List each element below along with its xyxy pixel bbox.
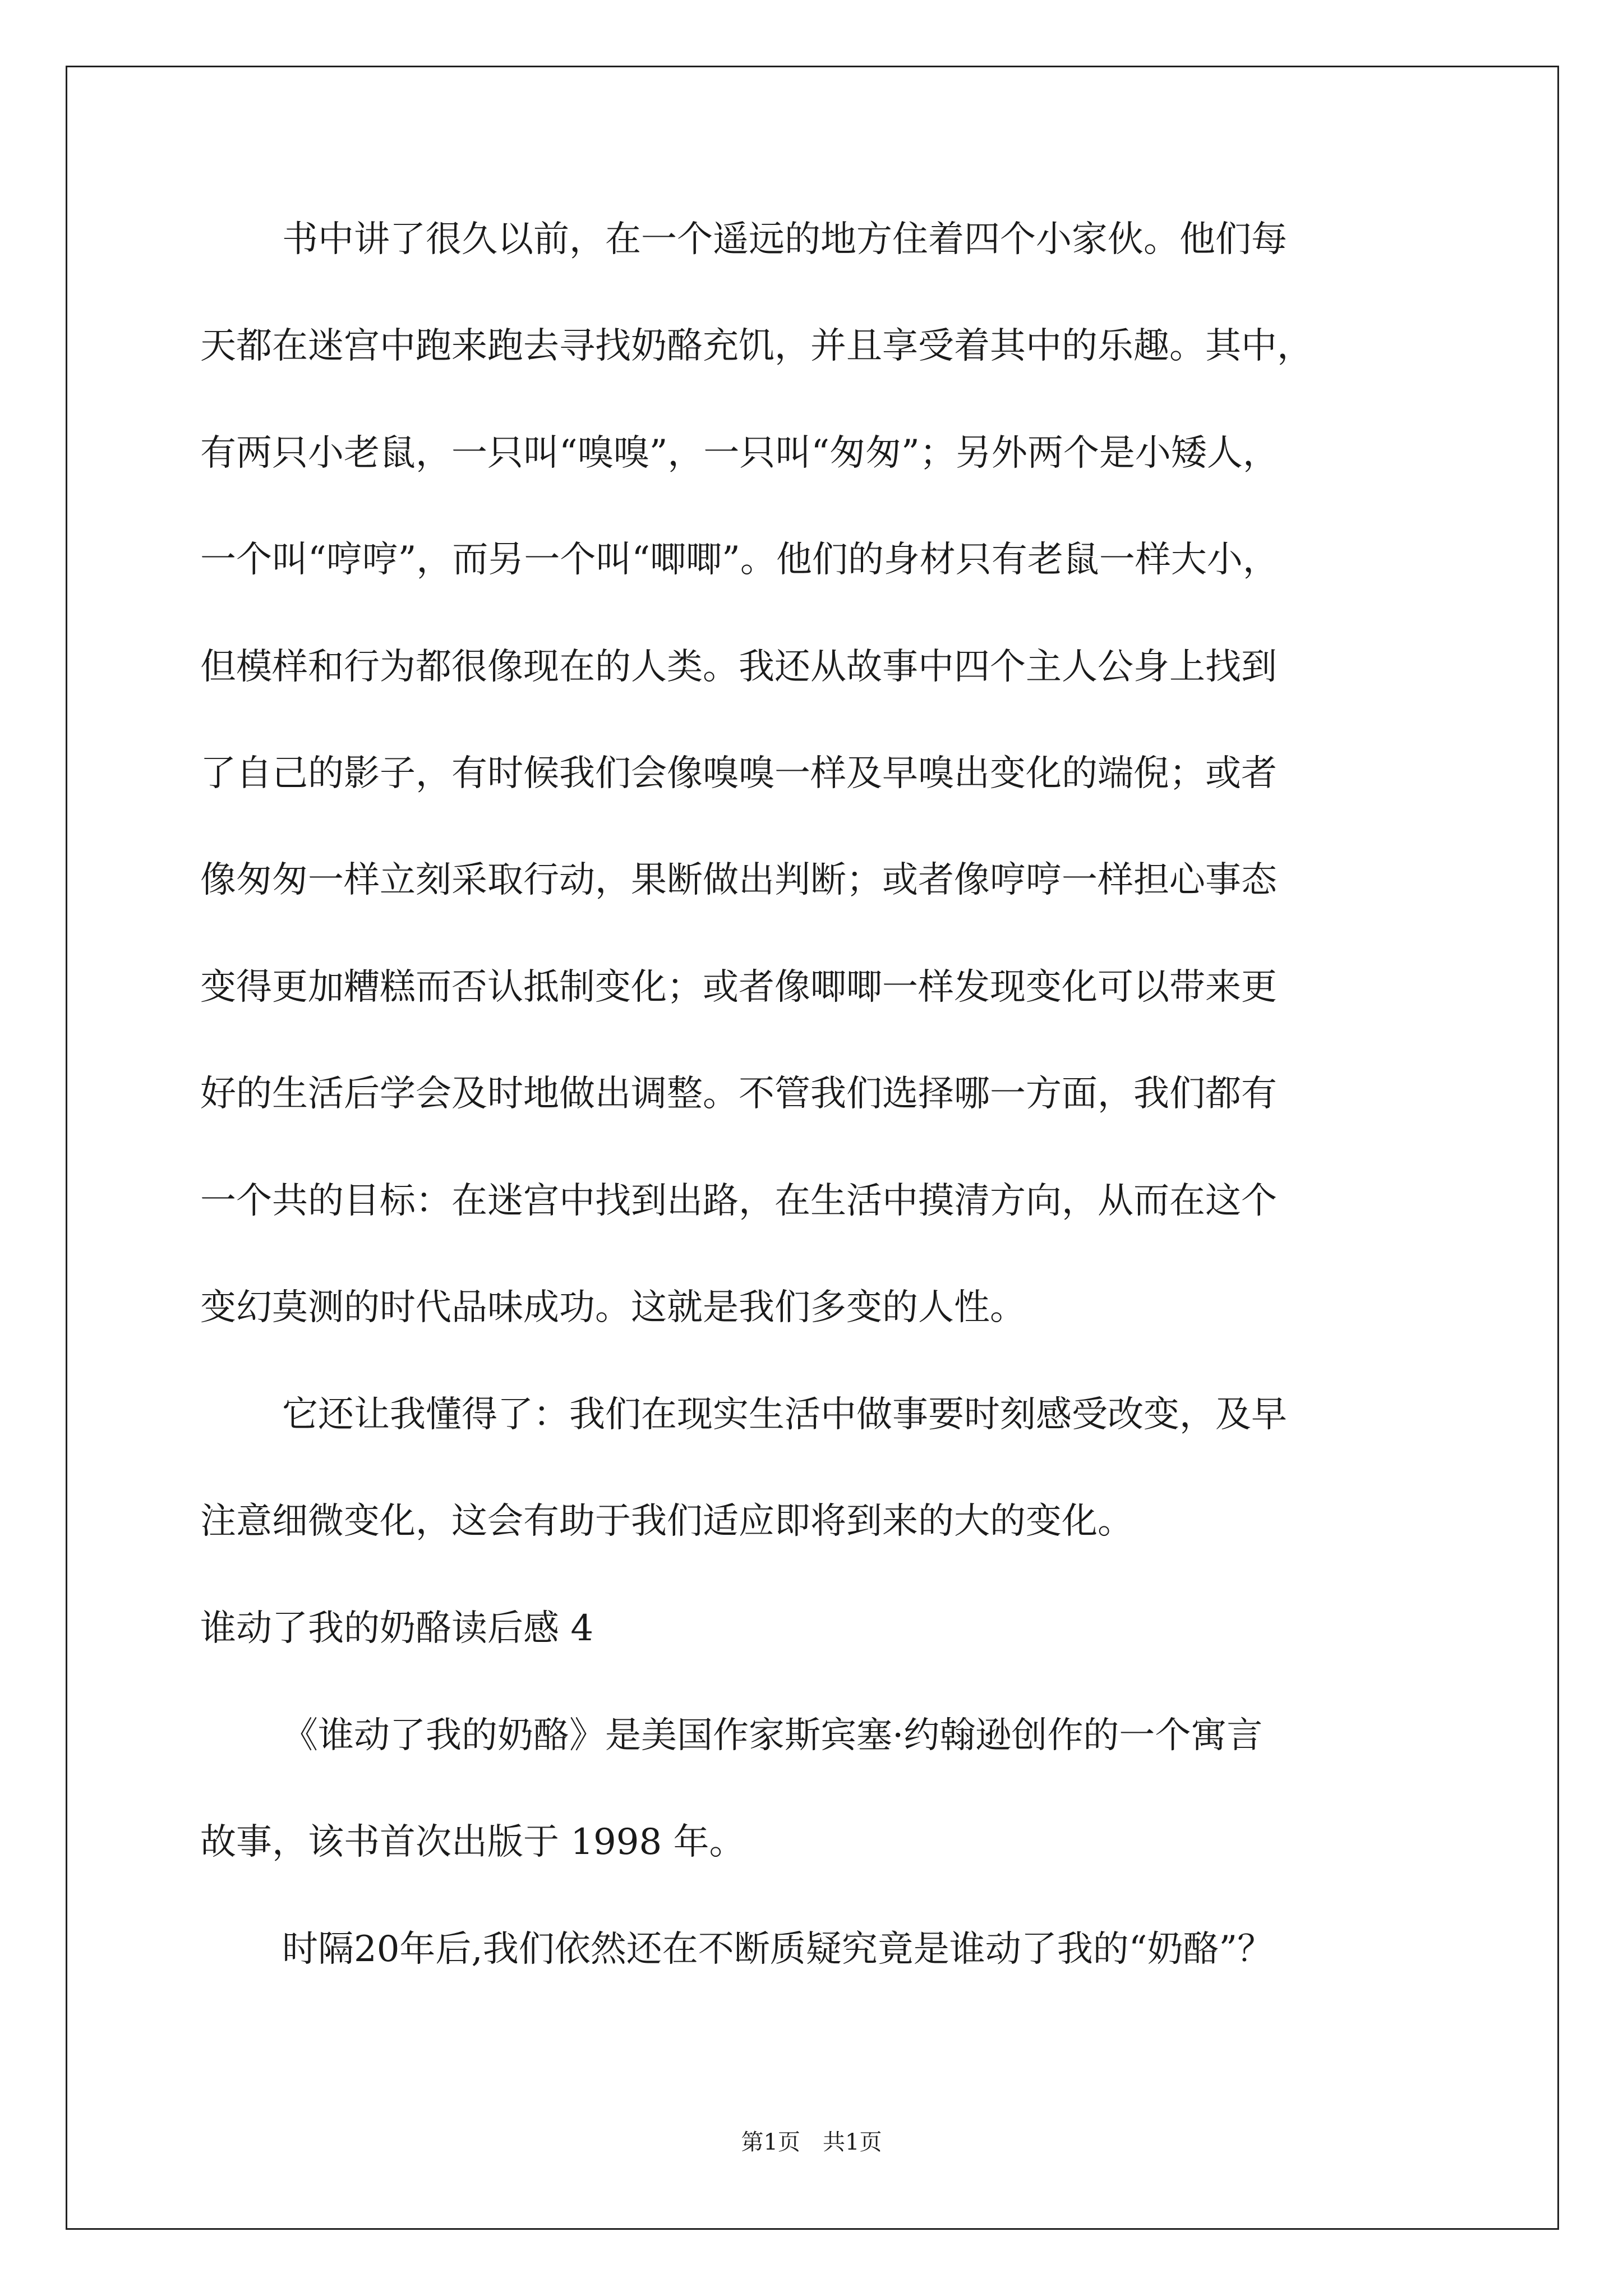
paragraph-line: 《谁动了我的奶酪》是美国作家斯宾塞·约翰逊创作的一个寓言 bbox=[282, 1715, 1263, 1756]
paragraph-line: 它还让我懂得了：我们在现实生活中做事要时刻感受改变，及早 bbox=[282, 1394, 1287, 1435]
paragraph-line: 有两只小老鼠，一只叫“嗅嗅”，一只叫“匆匆”；另外两个是小矮人， bbox=[200, 432, 1279, 474]
paragraph-line: 故事，该书首次出版于 1998 年。 bbox=[200, 1821, 745, 1863]
paragraph-line: 一个叫“哼哼”，而另一个叫“唧唧”。他们的身材只有老鼠一样大小， bbox=[200, 539, 1279, 581]
paragraph-line: 好的生活后学会及时地做出调整。不管我们选择哪一方面，我们都有 bbox=[200, 1073, 1277, 1115]
paragraph-line: 但模样和行为都很像现在的人类。我还从故事中四个主人公身上找到 bbox=[200, 646, 1277, 688]
paragraph-line: 一个共的目标：在迷宫中找到出路，在生活中摸清方向，从而在这个 bbox=[200, 1180, 1277, 1222]
paragraph-line: 天都在迷宫中跑来跑去寻找奶酪充饥，并且享受着其中的乐趣。其中， bbox=[200, 325, 1313, 367]
paragraph-line: 时隔20年后,我们依然还在不断质疑究竟是谁动了我的“奶酪”？ bbox=[282, 1929, 1274, 1970]
page-border bbox=[66, 66, 1559, 2230]
paragraph-line: 书中讲了很久以前，在一个遥远的地方住着四个小家伙。他们每 bbox=[282, 219, 1287, 260]
page-number-footer: 第1页 共1页 bbox=[741, 2129, 882, 2155]
paragraph-line: 变幻莫测的时代品味成功。这就是我们多变的人性。 bbox=[200, 1287, 1026, 1328]
paragraph-line: 像匆匆一样立刻采取行动，果断做出判断；或者像哼哼一样担心事态 bbox=[200, 859, 1277, 901]
section-heading: 谁动了我的奶酪读后感 4 bbox=[200, 1608, 594, 1649]
paragraph-line: 变得更加糟糕而否认抵制变化；或者像唧唧一样发现变化可以带来更 bbox=[200, 967, 1277, 1008]
paragraph-line: 注意细微变化，这会有助于我们适应即将到来的大的变化。 bbox=[200, 1501, 1133, 1542]
paragraph-line: 了自己的影子，有时候我们会像嗅嗅一样及早嗅出变化的端倪；或者 bbox=[200, 753, 1277, 794]
